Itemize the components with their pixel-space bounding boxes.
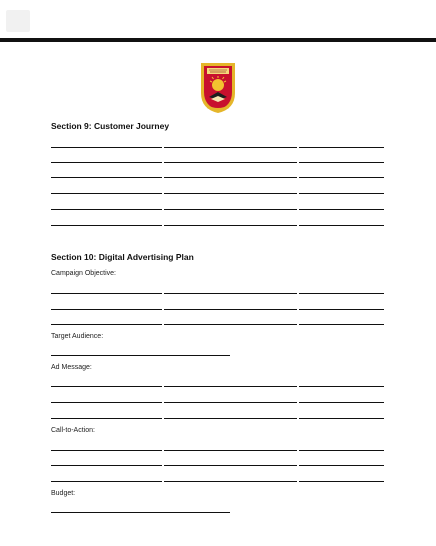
line-segment	[51, 324, 162, 325]
line-segment	[299, 193, 384, 194]
line-segment	[164, 481, 297, 482]
line-segment	[299, 324, 384, 325]
line-segment	[299, 418, 384, 419]
line-segment	[51, 147, 162, 148]
line-segment	[164, 450, 297, 451]
header-rule	[0, 38, 436, 42]
line-segment	[164, 147, 297, 148]
line-segment	[299, 481, 384, 482]
section-9-title: Section 9: Customer Journey	[51, 121, 170, 131]
ad-message-line-2[interactable]	[51, 402, 384, 403]
line-segment	[51, 402, 162, 403]
ad-message-label: Ad Message:	[51, 364, 92, 371]
line-segment	[164, 225, 297, 226]
campaign-objective-line-2[interactable]	[51, 309, 384, 310]
campaign-objective-line-1[interactable]	[51, 293, 384, 294]
journey-line-4[interactable]	[51, 193, 384, 194]
line-segment	[299, 147, 384, 148]
line-segment	[164, 324, 297, 325]
call-to-action-label: Call-to-Action:	[51, 427, 95, 434]
call-to-action-line-2[interactable]	[51, 465, 384, 466]
line-segment	[164, 209, 297, 210]
journey-line-2[interactable]	[51, 162, 384, 163]
journey-line-1[interactable]	[51, 147, 384, 148]
line-segment	[51, 386, 162, 387]
line-segment	[299, 225, 384, 226]
line-segment	[164, 177, 297, 178]
line-segment	[51, 177, 162, 178]
ad-message-line-1[interactable]	[51, 386, 384, 387]
journey-line-6[interactable]	[51, 225, 384, 226]
journey-line-3[interactable]	[51, 177, 384, 178]
call-to-action-line-3[interactable]	[51, 481, 384, 482]
line-segment	[299, 450, 384, 451]
line-segment	[51, 450, 162, 451]
line-segment	[51, 481, 162, 482]
line-segment	[299, 209, 384, 210]
top-bar	[0, 0, 436, 38]
target-audience-label: Target Audience:	[51, 333, 104, 340]
budget-label: Budget:	[51, 490, 76, 497]
line-segment	[51, 355, 230, 356]
line-segment	[164, 402, 297, 403]
line-segment	[299, 293, 384, 294]
corner-placeholder	[6, 10, 30, 32]
line-segment	[164, 193, 297, 194]
line-segment	[164, 309, 297, 310]
line-segment	[51, 418, 162, 419]
journey-line-5[interactable]	[51, 209, 384, 210]
line-segment	[51, 512, 230, 513]
line-segment	[299, 402, 384, 403]
line-segment	[299, 177, 384, 178]
campaign-objective-line-3[interactable]	[51, 324, 384, 325]
line-segment	[164, 293, 297, 294]
section-10-title: Section 10: Digital Advertising Plan	[51, 252, 194, 262]
line-segment	[51, 293, 162, 294]
budget-line[interactable]	[51, 512, 384, 513]
line-segment	[299, 465, 384, 466]
line-segment	[51, 209, 162, 210]
line-segment	[164, 386, 297, 387]
line-segment	[51, 225, 162, 226]
ad-message-line-3[interactable]	[51, 418, 384, 419]
line-segment	[299, 386, 384, 387]
campaign-objective-label: Campaign Objective:	[51, 270, 116, 277]
line-segment	[164, 465, 297, 466]
line-segment	[51, 309, 162, 310]
call-to-action-line-1[interactable]	[51, 450, 384, 451]
line-segment	[299, 309, 384, 310]
line-segment	[299, 162, 384, 163]
line-segment	[51, 162, 162, 163]
crest-emblem-icon	[199, 59, 237, 115]
line-segment	[164, 162, 297, 163]
line-segment	[164, 418, 297, 419]
line-segment	[51, 465, 162, 466]
line-segment	[51, 193, 162, 194]
target-audience-line[interactable]	[51, 355, 384, 356]
